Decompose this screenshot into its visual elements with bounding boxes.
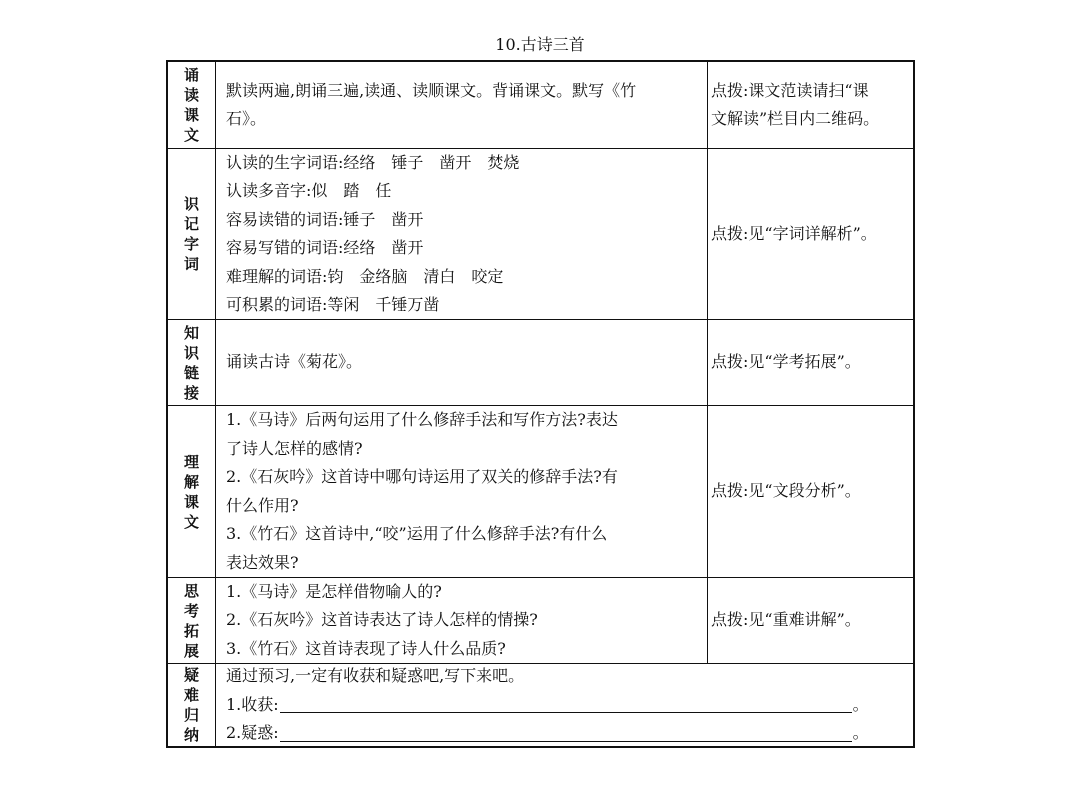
content-line: 诵读古诗《菊花》。 [226, 352, 363, 372]
content-line: 石》。 [226, 109, 267, 128]
content-line: 3.《竹石》这首诗中,“咬”运用了什么修辞手法?有什么 [226, 524, 608, 543]
tip-cell [707, 62, 913, 148]
category-cell [168, 62, 216, 148]
content-cell [216, 149, 707, 319]
end-mark: 。 [852, 723, 869, 743]
tip-line: 点拨:见“重难讲解”。 [711, 610, 861, 630]
content-cell [216, 320, 707, 405]
content-line: 容易写错的词语:经络 凿开 [226, 238, 424, 257]
doubt-blank[interactable] [280, 721, 852, 742]
category-label: 识记字词 [183, 195, 199, 273]
content-cell [216, 578, 707, 663]
category-cell [168, 664, 216, 746]
tip-line: 点拨:见“学考拓展”。 [711, 352, 861, 372]
tip-cell [707, 406, 913, 577]
table-row-questions [168, 663, 913, 746]
table-row-recite [168, 62, 913, 148]
tip-cell [707, 320, 913, 405]
content-line: 可积累的词语:等闲 千锤万凿 [226, 295, 440, 314]
gain-line [226, 691, 907, 720]
doubt-label: 2.疑惑: [226, 723, 279, 743]
category-cell [168, 320, 216, 405]
content-line: 通过预习,一定有收获和疑惑吧,写下来吧。 [226, 666, 525, 686]
category-label: 诵读课文 [183, 66, 199, 144]
content-line: 默读两遍,朗诵三遍,读通、读顺课文。背诵课文。默写《竹 [226, 80, 637, 100]
category-label: 理解课文 [183, 452, 199, 531]
table-row-extension [168, 577, 913, 663]
table-row-vocabulary [168, 148, 913, 319]
content-line: 表达效果? [226, 552, 299, 572]
content-line: 难理解的词语:钧 金络脑 清白 咬定 [226, 266, 504, 286]
tip-line: 点拨:课文范读请扫“课 [711, 80, 869, 100]
category-cell [168, 406, 216, 577]
category-cell [168, 578, 216, 663]
gain-label: 1.收获: [226, 694, 279, 714]
content-line: 容易读错的词语:锤子 凿开 [226, 209, 424, 229]
content-line: 2.《石灰吟》这首诗中哪句诗运用了双关的修辞手法?有 [226, 467, 618, 486]
category-label: 思考拓展 [183, 581, 199, 660]
category-label: 知识链接 [183, 323, 199, 402]
content-line: 1.《马诗》是怎样借物喻人的? [226, 581, 442, 601]
category-cell [168, 149, 216, 319]
tip-line: 点拨:见“文段分析”。 [711, 481, 861, 501]
content-line: 3.《竹石》这首诗表现了诗人什么品质? [226, 638, 506, 658]
content-line: 认读多音字:似 踏 任 [226, 181, 392, 200]
category-label: 疑难归纳 [183, 666, 199, 744]
page-title: 10.古诗三首 [495, 35, 585, 54]
end-mark: 。 [852, 694, 869, 714]
table-row-understanding [168, 405, 913, 577]
doubt-line [226, 719, 907, 748]
content-line: 什么作用? [226, 495, 299, 515]
content-line: 1.《马诗》后两句运用了什么修辞手法和写作方法?表达 [226, 410, 618, 429]
table-row-knowledge-link [168, 319, 913, 405]
content-line: 认读的生字词语:经络 锤子 凿开 焚烧 [226, 152, 520, 172]
tip-line: 文解读”栏目内二维码。 [711, 109, 880, 128]
content-line: 2.《石灰吟》这首诗表达了诗人怎样的情操? [226, 610, 538, 630]
content-cell [216, 406, 707, 577]
tip-line: 点拨:见“字词详解析”。 [711, 223, 877, 243]
content-cell [216, 62, 707, 148]
tip-cell [707, 149, 913, 319]
gain-blank[interactable] [280, 692, 852, 713]
study-table [166, 60, 915, 748]
content-cell [216, 664, 913, 746]
content-line: 了诗人怎样的感情? [226, 438, 363, 458]
tip-cell [707, 578, 913, 663]
